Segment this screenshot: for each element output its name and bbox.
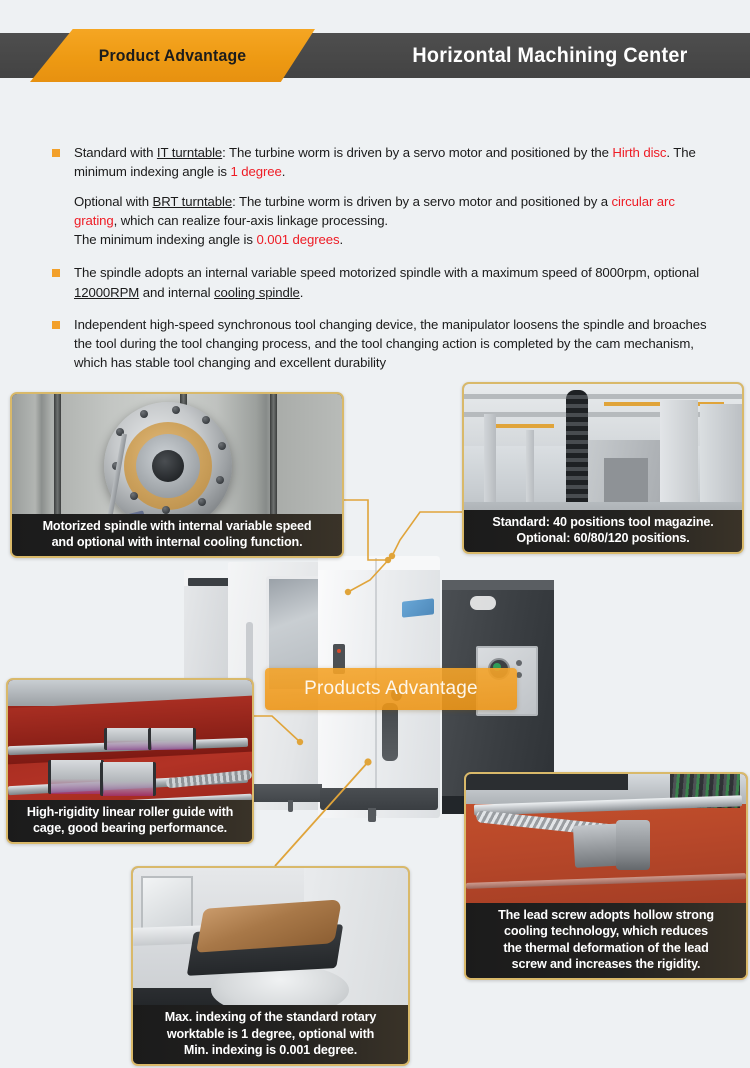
- machine-right-cabinet-top: [442, 580, 554, 590]
- bullet-square-icon: [52, 269, 60, 277]
- products-advantage-banner: Products Advantage: [265, 668, 517, 710]
- txt-period-2: .: [339, 232, 344, 248]
- caption-line-2: cage, good bearing performance.: [32, 821, 228, 836]
- caption-line-2: and optional with internal cooling function.: [51, 535, 303, 550]
- txt-12000rpm: 12000RPM: [74, 284, 140, 300]
- caption-lead-screw: [466, 903, 746, 978]
- caption-line-1: Motorized spindle with internal variable speed: [42, 518, 312, 533]
- bullet-item-spindle: [52, 263, 712, 302]
- txt-brt-driven: : The turbine worm is driven by a servo motor and positioned by a: [232, 193, 612, 209]
- caption-line-2: Optional: 60/80/120 positions.: [516, 531, 690, 546]
- txt-opt-with: Optional with: [74, 193, 153, 209]
- txt-cooling-spindle: cooling spindle: [214, 284, 300, 300]
- caption-linear-guide: [8, 800, 252, 842]
- txt-std-with: Standard with: [74, 145, 157, 160]
- header-badge-label: Product Advantage: [98, 45, 247, 65]
- caption-tool-magazine: [464, 510, 742, 552]
- advantage-bullet-list: [52, 143, 712, 382]
- caption-line-1: Standard: 40 positions tool magazine.: [492, 514, 714, 529]
- txt-one-degree: 1 degree: [230, 164, 282, 180]
- machine-status-led: [337, 649, 341, 653]
- machine-foot: [288, 800, 293, 812]
- txt-period-1: .: [281, 164, 286, 180]
- txt-and-internal: and internal: [139, 284, 215, 300]
- card-motorized-spindle[interactable]: [10, 392, 344, 558]
- caption-line-1: High-rigidity linear roller guide with: [26, 804, 234, 819]
- card-rotary-worktable[interactable]: [131, 866, 410, 1066]
- bullet-subtext-brt: [74, 192, 712, 250]
- card-tool-magazine[interactable]: [462, 382, 744, 554]
- txt-hirth-disc: Hirth disc: [612, 145, 667, 160]
- machine-right-logo: [470, 596, 496, 610]
- caption-line-3: Min. indexing is 0.001 degree.: [183, 1043, 358, 1058]
- machine-door-grip: [382, 703, 398, 761]
- caption-line-2: worktable is 1 degree, optional with: [166, 1026, 375, 1041]
- txt-four-axis: , which can realize four-axis linkage processing.: [113, 212, 388, 228]
- machine-bottom-skirt: [320, 788, 438, 810]
- txt-brt-turntable: BRT turntable: [152, 193, 233, 209]
- bullet-item-turntable: [52, 143, 712, 249]
- txt-driven-by: : The turbine worm is driven by a servo motor and positioned by the: [222, 145, 613, 160]
- txt-arc-grating: circular arc grating: [74, 193, 675, 228]
- txt-period-3: .: [299, 284, 304, 300]
- caption-line-4: screw and increases the rigidity.: [511, 957, 701, 972]
- bullet-text-tool-changer: Independent high-speed synchronous tool changing device, the manipulator loosens the spindle and broaches the tool during the tool changing process, and the tool changing action is completed by the cam mechanism, which has stable tool changing and excellent durability: [74, 316, 707, 371]
- caption-line-2: cooling technology, which reduces: [503, 924, 709, 939]
- txt-spindle-desc: The spindle adopts an internal variable speed motorized spindle with a maximum speed of 8000rpm, optional: [74, 265, 700, 281]
- bullet-text-turntable: [74, 143, 712, 182]
- txt-0001-degrees: 0.001 degrees: [256, 232, 340, 248]
- txt-min-angle: . The minimum indexing angle is: [74, 145, 696, 180]
- bullet-item-tool-changer: [52, 315, 712, 373]
- caption-rotary-worktable: [133, 1005, 408, 1064]
- machine-logo-badge: [402, 598, 434, 617]
- machine-panel-button-1: [516, 660, 522, 666]
- machine-center-top: [318, 556, 440, 570]
- page-header: [0, 33, 750, 78]
- bullet-square-icon: [52, 321, 60, 329]
- bullet-square-icon: [52, 149, 60, 157]
- caption-line-3: the thermal deformation of the lead: [503, 940, 709, 955]
- caption-line-1: The lead screw adopts hollow strong: [498, 907, 714, 922]
- page-title: Horizontal Machining Center: [412, 43, 688, 67]
- txt-it-turntable: IT turntable: [156, 145, 223, 160]
- txt-brt-min-angle: The minimum indexing angle is: [74, 232, 257, 248]
- card-lead-screw[interactable]: [464, 772, 748, 980]
- caption-motorized-spindle: [12, 514, 342, 556]
- caption-line-1: Max. indexing of the standard rotary: [164, 1010, 377, 1025]
- machine-foot: [368, 808, 376, 822]
- bullet-text-spindle: [74, 263, 712, 302]
- card-linear-guide[interactable]: [6, 678, 254, 844]
